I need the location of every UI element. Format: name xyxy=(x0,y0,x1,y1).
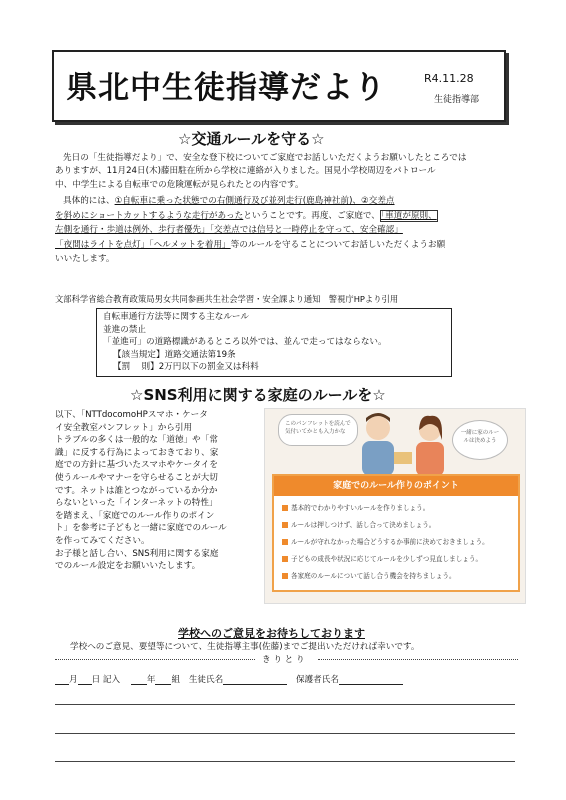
rules-points-title: 家庭でのルール作りのポイント xyxy=(274,476,518,496)
rule-line: 自転車通行方法等に関する主なルール xyxy=(103,312,249,322)
text-line: トラブルの多くは一般的な「道徳」や「常 xyxy=(55,435,218,446)
parent-body xyxy=(362,441,394,476)
source-citation: 文部科学省総合教育政策局男女共同参画共生社会学習・安全課より通知 警視庁HPより引用 xyxy=(55,294,399,304)
sns-body xyxy=(55,409,269,573)
feedback-heading: 学校へのご意見をお待ちしております xyxy=(178,627,365,640)
bullet-icon xyxy=(282,539,288,545)
bullet-icon xyxy=(282,522,288,528)
text-line: いいたします。 xyxy=(55,254,115,265)
text-line: 以下、「NTTdocomoHPスマホ・ケータ xyxy=(55,410,208,420)
sns-heading: ☆SNS利用に関する家庭のルールを☆ xyxy=(130,386,386,404)
traffic-heading: ☆交通ルールを守る☆ xyxy=(178,130,325,148)
rule-line: 「並進可」の道路標識があるところ以外では、並んで走ってはならない。 xyxy=(103,337,387,347)
guardian-name-label: 保護者氏名 xyxy=(295,675,339,685)
list-item-text: 各家庭のルールについて話し合う機会を持ちましょう。 xyxy=(291,572,456,580)
pamphlet-icon xyxy=(394,452,412,464)
traffic-paragraph-2 xyxy=(55,194,525,267)
list-item-text: 子どもの成長や状況に応じてルールを少しずつ見直しましょう。 xyxy=(291,555,483,563)
highlight-text: 左側を通行・歩道は例外、歩行者優先」「交差点では信号と一時停止を守って、安全確認」 xyxy=(55,225,403,236)
text-line: ありますが、11月24日(木)藤田駐在所から学校に連絡が入りました。国見小学校周辺をパトロール xyxy=(55,166,436,177)
speech-bubble-right: 一緒に家のルールは決めよう xyxy=(452,420,508,460)
list-item xyxy=(282,570,489,587)
cut-label: き り と り xyxy=(262,655,305,665)
family-figures xyxy=(350,410,460,476)
bullet-icon xyxy=(282,573,288,579)
comment-line[interactable] xyxy=(55,733,515,734)
list-item xyxy=(282,536,489,553)
parent-head xyxy=(366,416,390,440)
highlight-text: 「夜間はライトを点灯」「ヘルメットを着用」 xyxy=(55,239,231,250)
text-line: お子様と話し合い、SNS利用に関する家庭 xyxy=(55,548,219,559)
list-item-text: ルールが守れなかった場合どうするか事前に決めておきましょう。 xyxy=(291,538,489,546)
class-label: 組 xyxy=(171,675,181,685)
list-item xyxy=(282,502,489,519)
text-line: イ安全教室パンフレット」から引用 xyxy=(55,422,193,433)
department: 生徒指導部 xyxy=(434,95,480,105)
text-segment: 等のルールを守ることについてお話しいただくようお願 xyxy=(230,239,446,250)
guardian-name-field[interactable] xyxy=(339,675,403,685)
highlight-text: を斜めにショートカットするような走行があった xyxy=(55,210,244,221)
student-name-label: 生徒氏名 xyxy=(188,675,224,685)
list-item-text: 基本的でわかりやすいルールを作りましょう。 xyxy=(291,504,430,512)
rule-line: 並進の禁止 xyxy=(103,324,146,335)
text-line: ト」を参考に子どもと一緒に家庭でのルール xyxy=(55,523,227,534)
text-line: 識」に反する行為によっておきており、家 xyxy=(55,447,219,458)
comment-line[interactable] xyxy=(55,704,515,705)
text-line: らないといった「インターネットの特性」 xyxy=(55,498,218,509)
traffic-paragraph-1 xyxy=(55,152,525,192)
bullet-icon xyxy=(282,505,288,511)
month-field[interactable] xyxy=(55,675,69,685)
text-line: 先日の「生徒指導だより」で、安全な登下校についてご家庭でお話しいただくようお願いしたところでは xyxy=(63,153,467,163)
cut-line-left xyxy=(55,659,255,660)
rule-reference-box xyxy=(96,308,452,377)
text-segment: ということです。再度、ご家庭で、 xyxy=(243,210,380,221)
rule-line: 【該当規定】道路交通法第19条 xyxy=(113,349,236,360)
newsletter-title: 県北中生徒指導だより xyxy=(66,70,386,106)
bullet-icon xyxy=(282,556,288,562)
day-field[interactable] xyxy=(78,675,92,685)
class-field[interactable] xyxy=(155,675,171,685)
grade-field[interactable] xyxy=(131,675,147,685)
text-line: 中、中学生による自転車での危険運転が見られたとの内容です。 xyxy=(55,179,304,190)
feedback-text: 学校へのご意見、要望等について、生徒指導主事(佐藤)までご提出いただければ幸いです。 xyxy=(70,642,420,652)
rule-line: 【罰 則】2万円以下の罰金又は科料 xyxy=(113,362,259,372)
list-item xyxy=(282,553,489,570)
list-item-text: ルールは押しつけず、話し合って決めましょう。 xyxy=(291,521,436,529)
rules-points-list xyxy=(282,502,489,587)
text-segment: 具体的には、 xyxy=(63,196,115,206)
issue-date: R4.11.28 xyxy=(424,72,474,85)
highlight-text: ①自転車に乗った状態での右側通行及び並列走行(鹿島神社前)、②交差点 xyxy=(114,196,395,206)
text-line: を踏まえ、「家庭でのルール作りのポイン xyxy=(55,510,215,521)
comment-line[interactable] xyxy=(55,761,515,762)
month-label: 月 xyxy=(69,675,78,685)
highlight-text: 「車道が原則、 xyxy=(380,210,437,221)
cut-line-right xyxy=(318,659,518,660)
grade-label: 年 xyxy=(146,675,156,685)
submission-form-row xyxy=(55,673,403,685)
student-name-field[interactable] xyxy=(223,675,287,685)
list-item xyxy=(282,519,489,536)
child-body xyxy=(416,442,444,476)
text-line: でのルール設定をお願いいたします。 xyxy=(55,561,201,572)
text-line: 使うルールやマナーを守らせることが大切 xyxy=(55,472,218,483)
text-line: 庭での方針に基づいたスマホやケータイを xyxy=(55,460,218,471)
text-line: を作ってみてください。 xyxy=(55,535,150,546)
speech-bubble-left: このパンフレットを読んで気付いてかとも入力かな xyxy=(278,414,358,446)
text-line: です。ネットは誰とつながっているか分か xyxy=(55,485,218,496)
day-label: 日 記入 xyxy=(91,675,121,685)
